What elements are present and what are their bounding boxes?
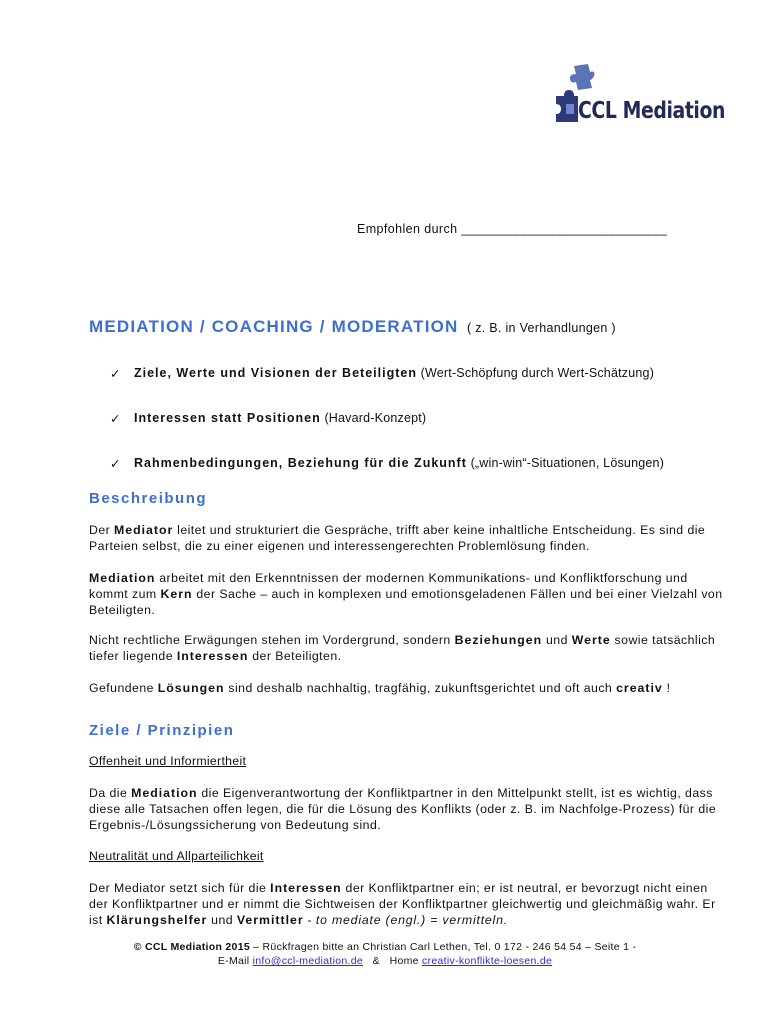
home-link[interactable]: creativ-konflikte-loesen.de	[422, 955, 553, 967]
paragraph: Der Mediator leitet und strukturiert die Gespräche, trifft aber keine inhaltliche Entscheidung. Es sind die Parteien selbst, die zu einer eigenen und interessengerechten Problemlösung finden.	[89, 523, 706, 553]
main-title-text: MEDIATION / COACHING / MODERATION	[89, 317, 459, 336]
heading-ziele: Ziele / Prinzipien	[89, 722, 235, 739]
bullet-bold: Ziele, Werte und Visionen der Beteiligten	[134, 366, 417, 380]
bullet-rest: („win-win“-Situationen, Lösungen)	[466, 456, 665, 470]
checkmark-icon: ✓	[110, 367, 121, 381]
paragraph: Da die Mediation die Eigenverantwortung der Konfliktpartner in den Mittelpunkt stellt, ist es wichtig, dass diese alle Tatsachen offen legen, die für die Lösung des Konflikts (oder z. B. im Nachfolge-Prozess) für die Ergebnis-/Lösungssicherung von Bedeutung sind.	[89, 786, 717, 832]
bullet-rest: (Havard-Konzept)	[320, 411, 427, 425]
email-link[interactable]: info@ccl-mediation.de	[252, 955, 363, 967]
subheading-offenheit: Offenheit und Informiertheit	[89, 754, 247, 768]
paragraph: Der Mediator setzt sich für die Interessen der Konfliktpartner ein; er ist neutral, er bevorzugt nicht einen der Konfliktpartner und er nimmt die Sichtweisen der Konfliktpartner gleichwertig und gleichmäßig wahr. Er ist Klärungshelfer und Vermittler - to mediate (engl.) = vermitteln.	[89, 881, 716, 927]
recommended-by-line: Empfohlen durch ____________________________	[357, 222, 668, 236]
checkmark-icon: ✓	[110, 457, 121, 471]
paragraph: Mediation arbeitet mit den Erkenntnissen der modernen Kommunikations- und Konfliktforschung und kommt zum Kern der Sache – auch in komplexen und emotionsgeladenen Fällen und bei einer Vielzahl von Beteiligten.	[89, 571, 723, 617]
footer-copyright: © CCL Mediation 2015	[133, 941, 250, 953]
bullet-bold: Interessen statt Positionen	[134, 411, 321, 425]
bullet-bold: Rahmenbedingungen, Beziehung für die Zukunft	[134, 456, 467, 470]
checkmark-icon: ✓	[110, 412, 121, 426]
paragraph: Gefundene Lösungen sind deshalb nachhaltig, tragfähig, zukunftsgerichtet und oft auch creativ !	[89, 681, 671, 695]
page-footer: © CCL Mediation 2015 – Rückfragen bitte an Christian Carl Lethen, Tel. 0 172 - 246 54 54 – Seite 1 - E-Mail info@ccl-mediation.de & Home creativ-konflikte-loesen.de	[133, 941, 637, 967]
footer-contact: – Rückfragen bitte an Christian Carl Lethen, Tel. 0 172 - 246 54 54 – Seite 1 -	[249, 941, 637, 953]
bullet-rest: (Wert-Schöpfung durch Wert-Schätzung)	[416, 366, 655, 380]
logo-text: CCL Mediation	[578, 98, 726, 124]
paragraph: Nicht rechtliche Erwägungen stehen im Vordergrund, sondern Beziehungen und Werte sowie tatsächlich tiefer liegende Interessen der Beteiligten.	[89, 633, 716, 663]
main-title	[89, 317, 616, 337]
heading-beschreibung: Beschreibung	[89, 490, 208, 507]
subheading-neutralitaet: Neutralität und Allparteilichkeit	[89, 849, 264, 863]
main-title-suffix: ( z. B. in Verhandlungen )	[466, 321, 616, 335]
